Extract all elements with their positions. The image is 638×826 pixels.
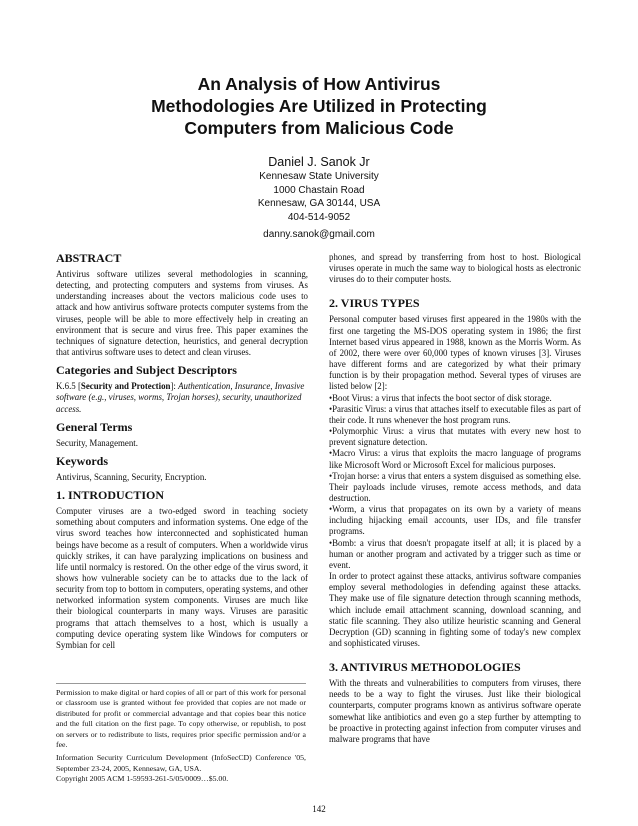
virus-types-heading: 2. VIRUS TYPES [329,296,420,311]
abstract-heading: ABSTRACT [56,251,122,265]
list-item-boot: •Boot Virus: a virus that infects the boot sector of disk storage. [329,392,552,403]
title-line-2: Methodologies Are Utilized in Protecting [151,96,487,116]
right-column [329,252,581,745]
author-block [0,154,638,242]
list-item-bomb: •Bomb: a virus that doesn't propagate itself at all; it is placed by a human or another program and activated by a trigger such as time or event. [329,537,581,570]
copyright-text: Copyright 2005 ACM 1-59593-261-5/05/0009…$5.00. [56,774,229,784]
list-item-worm: •Worm, a virus that propagates on its own by a variety of means including hijacking email accounts, user IDs, and file transfer programs. [329,504,581,537]
general-terms-text: Security, Management. [56,437,138,448]
conference-info [56,753,306,784]
title-line-3: Computers from Malicious Code [184,118,454,138]
author-phone: 404-514-9052 [287,211,351,223]
author-city: Kennesaw, GA 30144, USA [257,198,381,209]
categories-heading: Categories and Subject Descriptors [56,363,237,378]
keywords-heading: Keywords [56,453,108,468]
virus-types-closing: In order to protect against these attacks, antivirus software companies employ several methodologies in defending against these attacks. They make use of file signature detection through scanning methods, which include email attachment scanning, download scanning, and static file scanning. They also utilize heuristic scanning and General Decryption (GD) scanning in fighting some of today's new complex and sophisticated viruses. [329,571,581,648]
title-line-1: An Analysis of How Antivirus [197,74,441,94]
general-terms-heading: General Terms [56,419,133,434]
author-email[interactable]: danny.sanok@gmail.com [263,229,375,240]
keywords-text: Antivirus, Scanning, Security, Encryption. [56,471,207,482]
author-name: Daniel J. Sanok Jr [268,155,370,169]
categories-rest: ]: [170,381,179,392]
list-item-parasitic: •Parasitic Virus: a virus that attaches itself to executable files as part of their code. It runs whenever the host program runs. [329,403,581,425]
left-column [56,251,308,651]
introduction-text: Computer viruses are a two-edged sword in teaching society something about computers and information systems. One edge of the virus sword teaches how interconnected and sophisticated human beings have become as a result of computers. When a worldwide virus quickly strikes, it can have paralyzing implications on business and life until normalcy is restored. On the other edge of the virus sword, it shows how vulnerable society can be to attacks due to the lack of security from top to bottom in computers, operating systems, and other networked information system components. Viruses are much like their biological counterparts in many ways. Viruses are parasitic programs that attach themselves to a host, which is usually a computing device operating system like Windows for computers or Symbian for cell [56,506,308,650]
categories-italic: Authentication, Insurance, Invasive software (e.g., viruses, worms, Trojan horses), security, unauthorized access. [56,381,305,414]
conference-text: Information Security Curriculum Development (InfoSecCD) Conference '05, September 23-24, 2005, Kennesaw, GA, USA. [56,753,306,773]
permission-text: Permission to make digital or hard copies of all or part of this work for personal or classroom use is granted without fee provided that copies are not made or distributed for profit or commercial advantage and that copies bear this notice and the full citation on the first page. To copy otherwise, or republish, to post on servers or to redistribute to lists, requires prior specific permission and/or a fee. [56,688,306,750]
list-item-macro: •Macro Virus: a virus that exploits the macro language of programs like Microsoft Word or Microsoft Excel for malicious purposes. [329,448,581,470]
list-item-polymorphic: •Polymorphic Virus: a virus that mutates with every new host to prevent signature detection. [329,426,581,448]
methodologies-text: With the threats and vulnerabilities to computers from viruses, there needs to be a way to fight the viruses. Just like their biological counterparts, computer programs known as antivirus software operate somewhat like antibiotics and even go a step further by attempting to be proactive in protecting against infection from computer viruses and malware programs that have [329,678,581,744]
categories-text [56,381,308,414]
abstract-text: Antivirus software utilizes several methodologies in scanning, detecting, and protecting computers and systems from viruses. As understanding increases about the vectors malicious code uses to attack and how antivirus software protects computer systems from the viruses, people will be able to more effectively help in creating an environment that is secure and virus free. This paper examines the techniques of signature detection, heuristics, and general decryption that antivirus software uses to detect and clean viruses. [56,269,308,358]
author-street: 1000 Chastain Road [273,184,365,196]
list-item-trojan: •Trojan horse: a virus that enters a system disguised as something else. Their payloads include viruses, remote access methods, and data destruction. [329,470,581,503]
page-number: 142 [312,804,326,814]
introduction-heading: 1. INTRODUCTION [56,488,165,503]
permission-notice [56,683,306,785]
paper-title [0,73,638,139]
categories-bold: Security and Protection [80,381,171,392]
virus-types-intro: Personal computer based viruses first appeared in the 1980s with the first one targeting the MS-DOS operating system in 1986; the first Internet based virus appeared in 1988, known as the Morris Worm. As of 2002, there were over 60,000 types of known viruses [3]. Viruses have different forms and are categorized by what their primary function is by their propagation method. Several types of viruses are listed below [2]: [329,314,581,392]
categories-code: K.6.5 [ [56,381,81,392]
methodologies-heading: 3. ANTIVIRUS METHODOLOGIES [329,660,521,675]
introduction-continued: phones, and spread by transferring from host to host. Biological viruses operate in much the same way to biological hosts as electronic viruses do to their computer hosts. [329,252,581,285]
author-affiliation: Kennesaw State University [259,171,379,182]
